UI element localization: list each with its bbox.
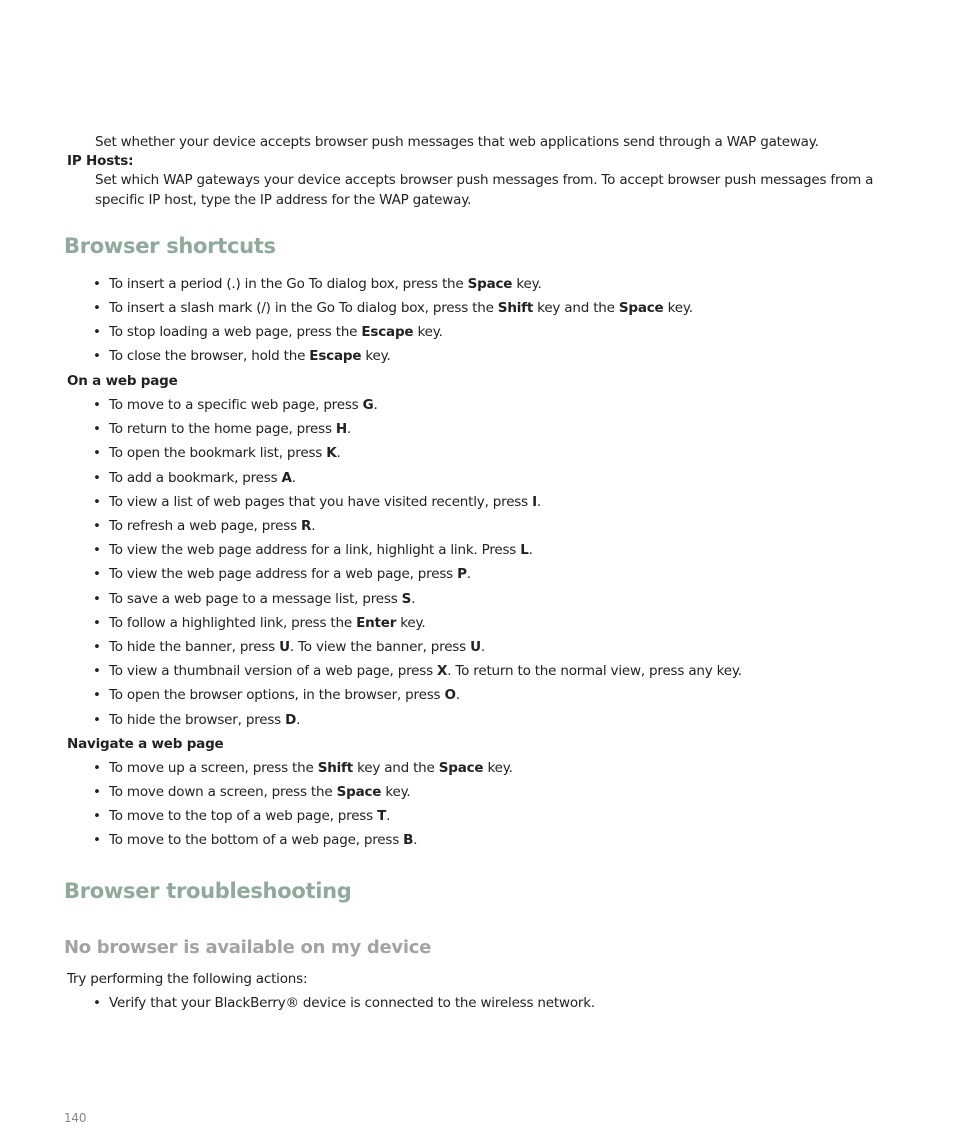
bullet-icon: • [93,808,101,824]
list-item-text: key and the [533,300,619,316]
list-item-text: . [311,518,316,534]
list-item-text: key. [483,760,513,776]
bullet-icon: • [93,784,101,800]
bullet-icon: • [93,760,101,776]
key-name: B [403,832,414,848]
bullet-icon: • [93,687,101,704]
list-item-text: To move to the bottom of a web page, press [109,832,404,848]
list-item-text: To view a thumbnail version of a web page, press [109,663,437,680]
bullet-icon: • [93,639,101,655]
bullet-icon: • [93,397,101,413]
list-item-text: To move to the top of a web page, press [109,808,378,824]
list-item [93,590,415,608]
key-name: Space [438,760,484,776]
list-item-text: To move to a specific web page, press [109,397,363,413]
list-item-text: To return to the home page, press [109,421,336,438]
list-item [93,565,471,583]
try-actions-text: Try performing the following actions: [67,971,308,987]
list-item-text: To move down a screen, press the [109,784,337,800]
bullet-icon: • [93,542,101,559]
list-item [93,711,300,729]
key-name: U [279,639,290,655]
key-name: L [520,542,529,559]
key-name: Space [336,784,382,800]
navigate-web-page-label: Navigate a web page [67,736,224,752]
browser-troubleshooting-heading: Browser troubleshooting [64,879,352,903]
list-item [93,686,460,704]
key-name: U [470,639,481,655]
list-item [93,759,513,777]
bullet-icon: • [93,832,101,848]
list-item-text: . [336,445,341,462]
key-name: Escape [361,324,414,340]
list-item-text: . [291,469,296,486]
key-name: K [326,445,337,462]
key-name: Space [618,300,664,316]
list-item-text: . To return to the normal view, press any key. [447,663,742,680]
list-item-text: . [413,832,418,848]
push-description: Set whether your device accepts browser push messages that web applications send through a WAP gateway. [95,134,819,150]
list-item-text: . To view the banner, press [289,639,471,655]
bullet-icon: • [93,445,101,462]
list-item-text: key and the [352,760,439,776]
list-item-text: To stop loading a web page, press the [109,324,362,340]
list-item-text: To view the web page address for a web page, press [109,566,458,583]
list-item-text: To insert a slash mark (/) in the Go To dialog box, press the [109,300,498,316]
list-item-text: key. [361,348,391,364]
list-item-text: key. [413,324,443,340]
list-item-text: To view a list of web pages that you have visited recently, press [109,493,533,510]
bullet-icon: • [93,614,101,631]
key-name: O [444,687,456,704]
list-item-text: To hide the banner, press [109,639,280,655]
list-item-text: key. [381,784,411,800]
key-name: H [335,421,348,438]
list-item [93,807,390,825]
list-item [93,541,533,559]
list-item [93,493,541,511]
list-item-text: . [455,687,460,704]
list-item-text: . [386,808,391,824]
bullet-icon: • [93,469,101,486]
list-item [93,517,315,535]
bullet-icon: • [93,421,101,438]
key-name: X [437,663,448,680]
list-item-text: To hide the browser, press [109,711,286,728]
on-a-web-page-label: On a web page [67,373,178,389]
list-item [93,614,426,632]
key-name: I [532,493,537,510]
list-item-text: To open the browser options, in the browser, press [109,687,445,704]
list-item [93,469,296,487]
list-item-text: To insert a period (.) in the Go To dialog box, press the [109,276,468,292]
key-name: T [377,808,387,824]
list-item [93,662,742,680]
list-item [93,396,378,414]
list-item-text: To follow a highlighted link, press the [109,614,357,631]
list-item-text: . [296,711,301,728]
list-item [93,994,595,1012]
bullet-icon: • [93,590,101,607]
list-item-text: To view the web page address for a link, highlight a link. Press [109,542,521,559]
bullet-icon: • [93,518,101,534]
bullet-icon: • [93,300,101,316]
list-item-text: . [536,493,541,510]
key-name: D [285,711,297,728]
bullet-icon: • [93,711,101,728]
list-item [93,831,417,849]
key-name: Space [467,276,513,292]
key-name: Shift [317,760,353,776]
list-item-text: To save a web page to a message list, press [109,590,402,607]
bullet-icon: • [93,324,101,340]
list-item-text: To close the browser, hold the [109,348,310,364]
list-item-text: key. [396,614,426,631]
list-item-text: key. [512,276,542,292]
list-item-text: To move up a screen, press the [109,760,318,776]
bullet-icon: • [93,663,101,680]
list-item [93,420,351,438]
list-item-text: Verify that your BlackBerry® device is connected to the wireless network. [109,995,595,1011]
browser-shortcuts-heading: Browser shortcuts [64,234,276,258]
key-name: G [362,397,374,413]
list-item-text: . [347,421,352,438]
list-item [93,323,443,341]
key-name: Escape [309,348,362,364]
no-browser-subheading: No browser is available on my device [64,937,431,958]
list-item-text: To open the bookmark list, press [109,445,327,462]
list-item [93,299,693,317]
list-item [93,275,542,293]
ip-hosts-description: Set which WAP gateways your device accepts browser push messages from. To accept browser push messages from a specific IP host, type the IP address for the WAP gateway. [95,172,874,208]
bullet-icon: • [93,493,101,510]
list-item-text: To add a bookmark, press [109,469,282,486]
key-name: P [457,566,467,583]
list-item-text: . [466,566,471,583]
bullet-icon: • [93,348,101,364]
key-name: A [281,469,292,486]
list-item [93,444,341,462]
list-item [93,347,391,365]
bullet-icon: • [93,995,101,1011]
key-name: S [401,590,412,607]
bullet-icon: • [93,276,101,292]
page-number: 140 [64,1111,87,1125]
ip-hosts-label: IP Hosts: [67,153,134,169]
list-item-text: . [373,397,378,413]
list-item-text: . [528,542,533,559]
bullet-icon: • [93,566,101,583]
key-name: Enter [356,614,397,631]
key-name: R [301,518,312,534]
list-item-text: . [480,639,485,655]
list-item-text: To refresh a web page, press [109,518,302,534]
list-item-text: key. [663,300,693,316]
key-name: Shift [497,300,534,316]
list-item-text: . [411,590,416,607]
list-item [93,783,411,801]
list-item [93,638,485,656]
